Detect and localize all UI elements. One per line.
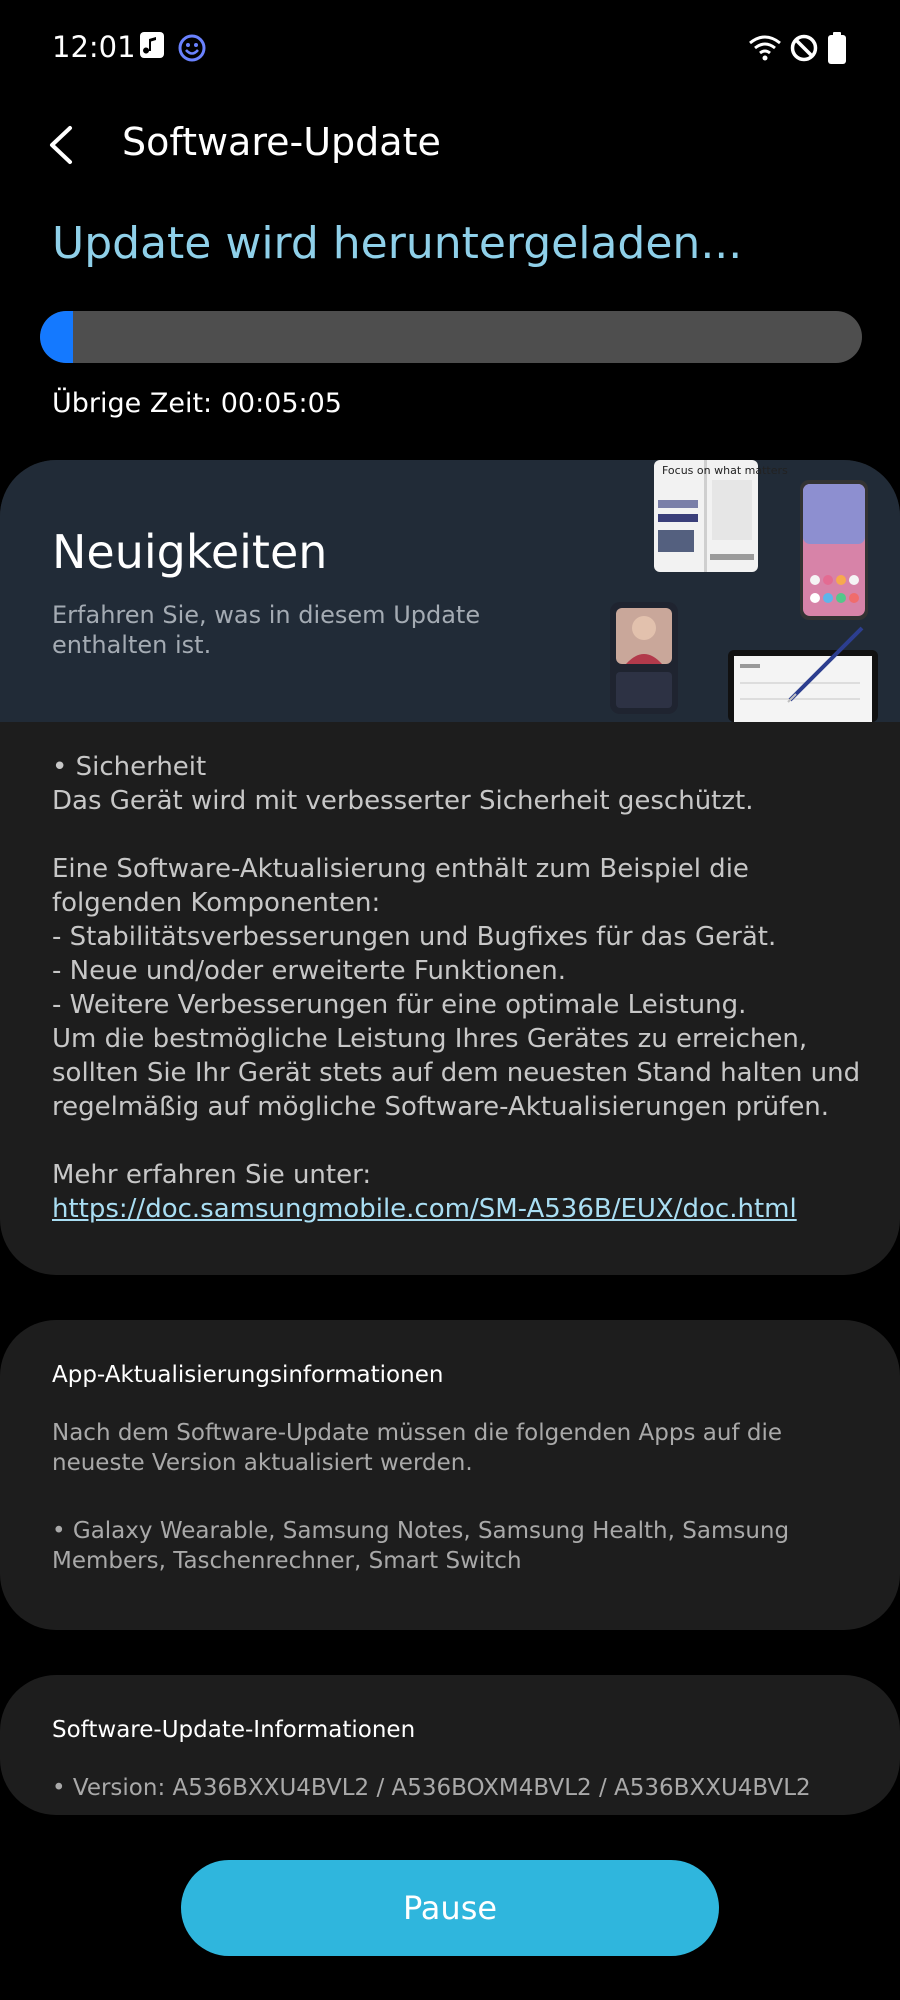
software-version: • Version: A536BXXU4BVL2 / A536BOXM4BVL2 / A536BXXU4BVL2	[52, 1775, 811, 1801]
status-time: 12:01	[52, 30, 136, 64]
banner-device-text: Focus on what matters	[662, 464, 788, 477]
news-line: folgenden Komponenten:	[52, 888, 381, 918]
news-line: Eine Software-Aktualisierung enthält zum Beispiel die	[52, 854, 749, 884]
software-info-card	[0, 1675, 900, 1815]
remaining-time: Übrige Zeit: 00:05:05	[52, 388, 342, 419]
news-line: Mehr erfahren Sie unter:	[52, 1160, 372, 1190]
whats-new-subtitle: Erfahren Sie, was in diesem Update enthalten ist.	[52, 601, 481, 659]
news-line: - Stabilitätsverbesserungen und Bugfixes für das Gerät.	[52, 922, 777, 952]
pause-button[interactable]: Pause	[181, 1860, 719, 1956]
news-line: - Neue und/oder erweiterte Funktionen.	[52, 956, 567, 986]
news-line: sollten Sie Ihr Gerät stets auf dem neuesten Stand halten und	[52, 1058, 861, 1088]
app-update-list: • Galaxy Wearable, Samsung Notes, Samsung Health, Samsung Members, Taschenrechner, Smart Switch	[52, 1518, 790, 1574]
back-button[interactable]	[36, 110, 96, 180]
battery-icon	[828, 32, 846, 68]
app-update-heading: App-Aktualisierungsinformationen	[52, 1362, 444, 1388]
whats-new-card	[0, 460, 900, 1275]
smiley-icon	[178, 34, 206, 66]
download-status: Update wird heruntergeladen...	[52, 218, 743, 269]
devices-illustration	[600, 460, 900, 722]
back-arrow-icon	[36, 110, 96, 180]
news-line: Um die bestmögliche Leistung Ihres Gerätes zu erreichen,	[52, 1024, 808, 1054]
download-progress-fill	[40, 311, 73, 363]
music-note-icon	[140, 32, 164, 62]
news-line: Das Gerät wird mit verbesserter Sicherheit geschützt.	[52, 786, 754, 816]
news-line: regelmäßig auf mögliche Software-Aktualisierungen prüfen.	[52, 1092, 830, 1122]
whats-new-body	[52, 750, 872, 1226]
app-header	[0, 100, 900, 210]
download-progress-bar	[40, 311, 862, 363]
software-info-heading: Software-Update-Informationen	[52, 1717, 416, 1743]
page-title: Software-Update	[122, 120, 441, 164]
news-line: - Weitere Verbesserungen für eine optimale Leistung.	[52, 990, 747, 1020]
whats-new-banner	[0, 460, 900, 722]
documentation-link[interactable]: https://doc.samsungmobile.com/SM-A536B/EUX/doc.html	[52, 1194, 797, 1224]
news-line: • Sicherheit	[52, 752, 207, 782]
status-bar	[0, 0, 900, 100]
whats-new-title: Neuigkeiten	[52, 525, 328, 579]
do-not-disturb-icon	[790, 34, 818, 66]
app-update-text: Nach dem Software-Update müssen die folgenden Apps auf die neueste Version aktualisiert werden.	[52, 1420, 783, 1476]
app-update-card	[0, 1320, 900, 1630]
wifi-icon	[748, 34, 782, 66]
